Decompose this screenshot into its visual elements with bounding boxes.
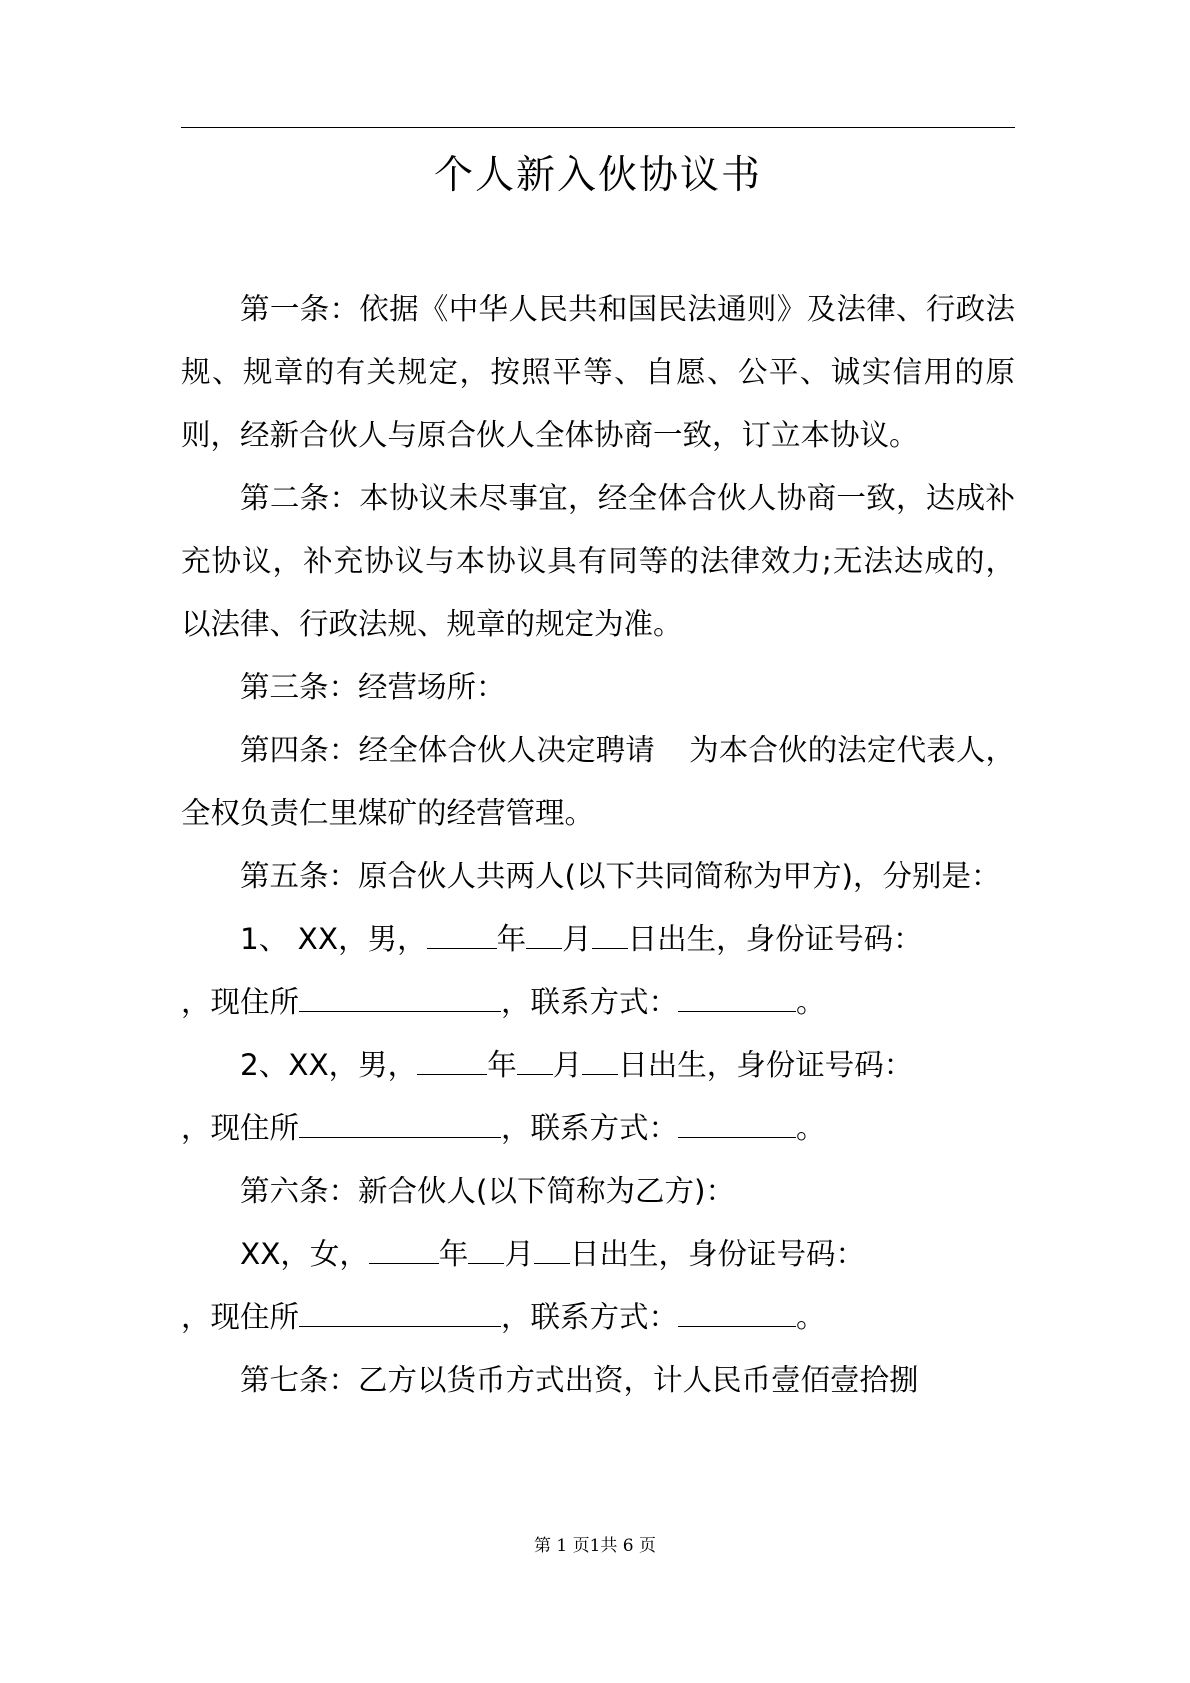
address-blank xyxy=(299,1111,501,1138)
person-2-prefix: 2、XX，男， xyxy=(240,1048,418,1082)
year-blank xyxy=(417,1048,487,1075)
line-end: 。 xyxy=(796,985,826,1019)
address-label: ，现住所 xyxy=(181,1111,300,1145)
month-label: 月 xyxy=(504,1237,534,1271)
year-label: 年 xyxy=(438,1237,469,1271)
article-6: 第六条：新合伙人(以下简称为乙方)： xyxy=(240,1174,736,1208)
contact-blank xyxy=(678,985,796,1012)
address-label: ，现住所 xyxy=(181,1300,300,1334)
address-blank xyxy=(299,985,501,1012)
person-1-line-1 xyxy=(181,908,1015,971)
article-1: 第一条：依据《中华人民共和国民法通则》及法律、行政法规、规章的有关规定，按照平等、自愿、公平、诚实信用的原则，经新合伙人与原合伙人全体协商一致，订立本协议。 xyxy=(181,292,1015,452)
article-4 xyxy=(181,719,1015,845)
article-5: 第五条：原合伙人共两人(以下共同简称为甲方)，分别是： xyxy=(240,859,1001,893)
document-body xyxy=(181,278,1015,1412)
page-number: 第 1 页1共 6 页 xyxy=(533,1536,657,1556)
month-label: 月 xyxy=(562,922,592,956)
person-1-prefix: 1、 XX，男， xyxy=(240,922,427,956)
article-2: 第二条：本协议未尽事宜，经全体合伙人协商一致，达成补充协议，补充协议与本协议具有同等的法律效力;无法达成的，以法律、行政法规、规章的规定为准。 xyxy=(181,481,1015,641)
contact-blank xyxy=(678,1300,796,1327)
line-end: 。 xyxy=(796,1111,826,1145)
person-2-line-1 xyxy=(181,1034,1015,1097)
person-3-line-2 xyxy=(181,1286,1015,1349)
year-label: 年 xyxy=(496,922,527,956)
person-2 xyxy=(181,1034,1015,1160)
person-1-line-2 xyxy=(181,971,1015,1034)
birth-id-label: 日出生，身份证号码： xyxy=(618,1048,914,1082)
day-blank xyxy=(534,1237,570,1264)
document-title: 个人新入伙协议书 xyxy=(433,153,762,198)
contact-blank xyxy=(678,1111,796,1138)
year-blank xyxy=(369,1237,439,1264)
month-blank xyxy=(468,1237,504,1264)
contact-label: ，联系方式： xyxy=(501,1300,679,1334)
month-label: 月 xyxy=(552,1048,583,1082)
article-4-part1: 第四条：经全体合伙人决定聘请 xyxy=(240,733,655,767)
article-7: 第七条：乙方以货币方式出资，计人民币壹佰壹拾捌 xyxy=(240,1363,919,1397)
year-blank xyxy=(427,922,497,949)
year-label: 年 xyxy=(487,1048,517,1082)
month-blank xyxy=(526,922,562,949)
contact-label: ，联系方式： xyxy=(501,1111,679,1145)
article-3: 第三条：经营场所： xyxy=(240,670,506,704)
birth-id-label: 日出生，身份证号码： xyxy=(627,922,923,956)
article-4-part2: 为本合伙的法定代表人，全权负责仁里煤矿的经营管理。 xyxy=(181,733,1015,830)
address-blank xyxy=(299,1300,501,1327)
day-blank xyxy=(592,922,628,949)
contact-label: ，联系方式： xyxy=(501,985,679,1019)
birth-id-label: 日出生，身份证号码： xyxy=(569,1237,865,1271)
line-end: 。 xyxy=(796,1300,826,1334)
header-rule xyxy=(181,127,1015,128)
person-3-prefix: XX，女， xyxy=(240,1237,369,1271)
day-blank xyxy=(582,1048,618,1075)
month-blank xyxy=(517,1048,553,1075)
person-1 xyxy=(181,908,1015,1034)
address-label: ，现住所 xyxy=(181,985,300,1019)
person-3-line-1 xyxy=(181,1223,1015,1286)
person-3 xyxy=(181,1223,1015,1349)
person-2-line-2 xyxy=(181,1097,1015,1160)
